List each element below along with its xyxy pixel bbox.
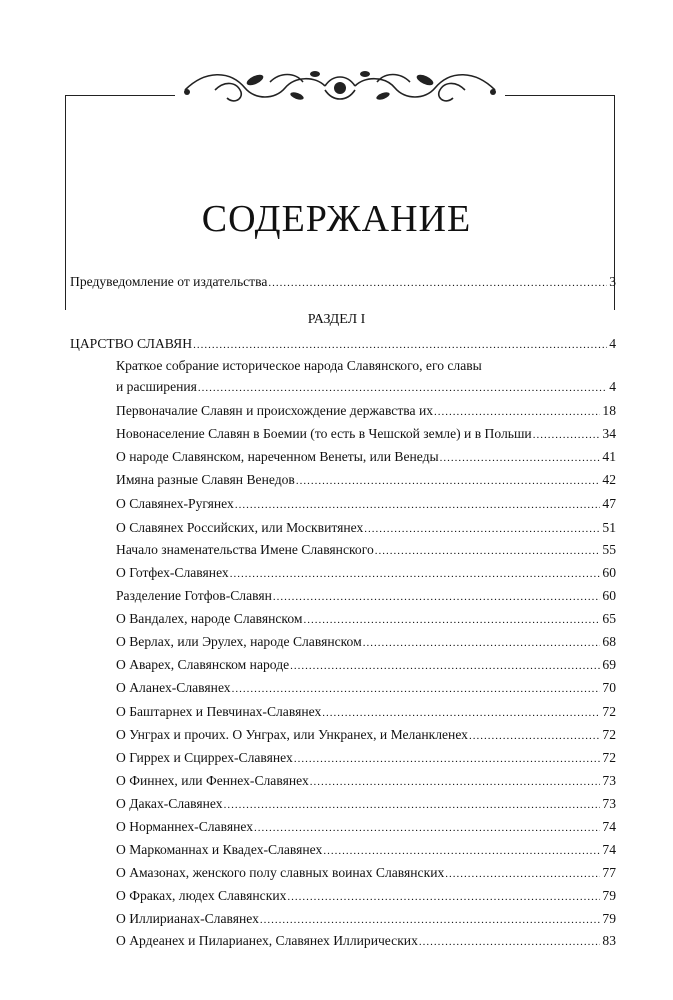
leader-dots (193, 334, 607, 355)
leader-dots (254, 817, 600, 838)
toc-entry-label: О Финнех, или Феннех-Славянех (116, 773, 309, 788)
leader-dots (268, 272, 607, 293)
toc-entry-page: 42 (602, 472, 616, 487)
leader-dots (290, 655, 600, 676)
toc-entry-page: 70 (602, 680, 616, 695)
leader-dots (445, 863, 600, 884)
leader-dots (323, 840, 600, 861)
toc-entry-page: 51 (602, 520, 616, 535)
toc-entry (116, 447, 616, 468)
toc-entry-page: 79 (602, 911, 616, 926)
toc-entry (116, 931, 616, 952)
toc-entry (116, 470, 616, 491)
toc-entry (116, 518, 616, 539)
toc-entry (116, 725, 616, 746)
toc-entry-page: 73 (602, 773, 616, 788)
toc-entry-label: О Готфех-Славянех (116, 565, 229, 580)
toc-entry-label: Предуведомление от издательства (70, 274, 268, 289)
toc-entry-label: О Даках-Славянех (116, 796, 223, 811)
toc-entry (116, 771, 616, 792)
toc-chapter-label: ЦАРСТВО СЛАВЯН (70, 336, 193, 351)
toc-entry-page: 47 (602, 496, 616, 511)
toc-entry-label: О Иллирианах-Славянех (116, 911, 259, 926)
toc-entry (116, 817, 616, 838)
toc-entry-label: О Аланех-Славянех (116, 680, 231, 695)
toc-entry (116, 540, 616, 561)
toc-entry (116, 494, 616, 515)
section-heading: РАЗДЕЛ I (307, 312, 366, 327)
toc-entry-label: Первоначалие Славян и происхождение державства их (116, 403, 434, 418)
toc-entry-label: О Норманнех-Славянех (116, 819, 253, 834)
toc-entry-page: 41 (602, 449, 616, 464)
toc-entry-line1: Краткое собрание историческое народа Славянского, его славы (116, 358, 482, 373)
toc-entry-label: О Унграх и прочих. О Унграх, или Ункранех, и Меланкленех (116, 727, 468, 742)
leader-dots (322, 702, 600, 723)
toc-entry (116, 886, 616, 907)
leader-dots (533, 424, 601, 445)
toc-entry-label: О Амазонах, женского полу славных воинах Славянских (116, 865, 445, 880)
toc-entry-page: 77 (602, 865, 616, 880)
toc-entry (116, 678, 616, 699)
leader-dots (310, 771, 601, 792)
toc-entry-label: Новонаселение Славян в Боемии (то есть в Чешской земле) и в Польши (116, 426, 532, 441)
toc-entry (116, 863, 616, 884)
toc-entry-label: и расширения (116, 379, 197, 394)
leader-dots (296, 470, 601, 491)
leader-dots (304, 609, 601, 630)
leader-dots (419, 931, 601, 952)
toc-entry-page: 74 (602, 842, 616, 857)
toc-entry-label: О Ардеанех и Пиларианех, Славянех Иллирических (116, 933, 418, 948)
floral-ornament-icon (175, 60, 505, 112)
toc-entry-label: О Гиррех и Сциррех-Славянех (116, 750, 293, 765)
toc-entry-page: 34 (602, 426, 616, 441)
leader-dots (235, 494, 601, 515)
toc-entry-label: О Аварех, Славянском народе (116, 657, 290, 672)
leader-dots (273, 586, 601, 607)
toc-entry-page: 69 (602, 657, 616, 672)
toc-entry-page: 72 (602, 750, 616, 765)
toc-entry-page: 72 (602, 727, 616, 742)
leader-dots (294, 748, 601, 769)
toc-entry-label: О народе Славянском, нареченном Венеты, или Венеды (116, 449, 439, 464)
leader-dots (440, 447, 601, 468)
toc-entry-label: О Маркоманнах и Квадех-Славянех (116, 842, 323, 857)
toc-entry (116, 632, 616, 653)
leader-dots (232, 678, 601, 699)
leader-dots (198, 377, 607, 398)
toc-entry (116, 702, 616, 723)
toc-entry-page: 60 (602, 565, 616, 580)
toc-entry-label: Разделение Готфов-Славян (116, 588, 272, 603)
leader-dots (469, 725, 600, 746)
leader-dots (260, 909, 600, 930)
toc-entry-page: 55 (602, 542, 616, 557)
toc-chapter-page: 4 (609, 336, 616, 351)
toc-entry-page: 18 (602, 403, 616, 418)
toc-entry (116, 609, 616, 630)
toc-entry (116, 563, 616, 584)
leader-dots (434, 401, 600, 422)
toc-entry-page: 65 (602, 611, 616, 626)
toc-entry-label: Начало знаменательства Имене Славянского (116, 542, 374, 557)
toc-entry-page: 73 (602, 796, 616, 811)
page-title: СОДЕРЖАНИЕ (201, 198, 472, 240)
toc-entry-label: О Верлах, или Эрулех, народе Славянском (116, 634, 362, 649)
toc-entry-page: 68 (602, 634, 616, 649)
leader-dots (364, 518, 600, 539)
leader-dots (363, 632, 601, 653)
toc-entry (116, 586, 616, 607)
toc-entry (116, 424, 616, 445)
toc-entry (116, 909, 616, 930)
toc-entry-intro (70, 272, 616, 293)
toc-chapter (70, 334, 616, 355)
toc-entry-label: О Фраках, людех Славянских (116, 888, 287, 903)
leader-dots (230, 563, 601, 584)
toc-entry (116, 840, 616, 861)
leader-dots (224, 794, 601, 815)
toc-entry-page: 3 (609, 274, 616, 289)
toc-entry (116, 401, 616, 422)
toc-entry-page: 83 (602, 933, 616, 948)
leader-dots (287, 886, 600, 907)
toc-entry-page: 74 (602, 819, 616, 834)
toc-entry-page: 60 (602, 588, 616, 603)
toc-entry (116, 655, 616, 676)
toc-entry-page: 79 (602, 888, 616, 903)
toc-entry-label: Имяна разные Славян Венедов (116, 472, 295, 487)
toc-entry-multi (116, 377, 616, 398)
toc-entry-label: О Вандалех, народе Славянском (116, 611, 303, 626)
toc-entry (116, 794, 616, 815)
toc-entry-label: О Баштарнех и Певчинах-Славянех (116, 704, 322, 719)
toc-entry-page: 72 (602, 704, 616, 719)
toc-entry-label: О Славянех-Ругянех (116, 496, 234, 511)
toc-entry-label: О Славянех Российских, или Москвитянех (116, 520, 364, 535)
leader-dots (375, 540, 601, 561)
toc-entry-page: 4 (609, 379, 616, 394)
toc-entry (116, 748, 616, 769)
